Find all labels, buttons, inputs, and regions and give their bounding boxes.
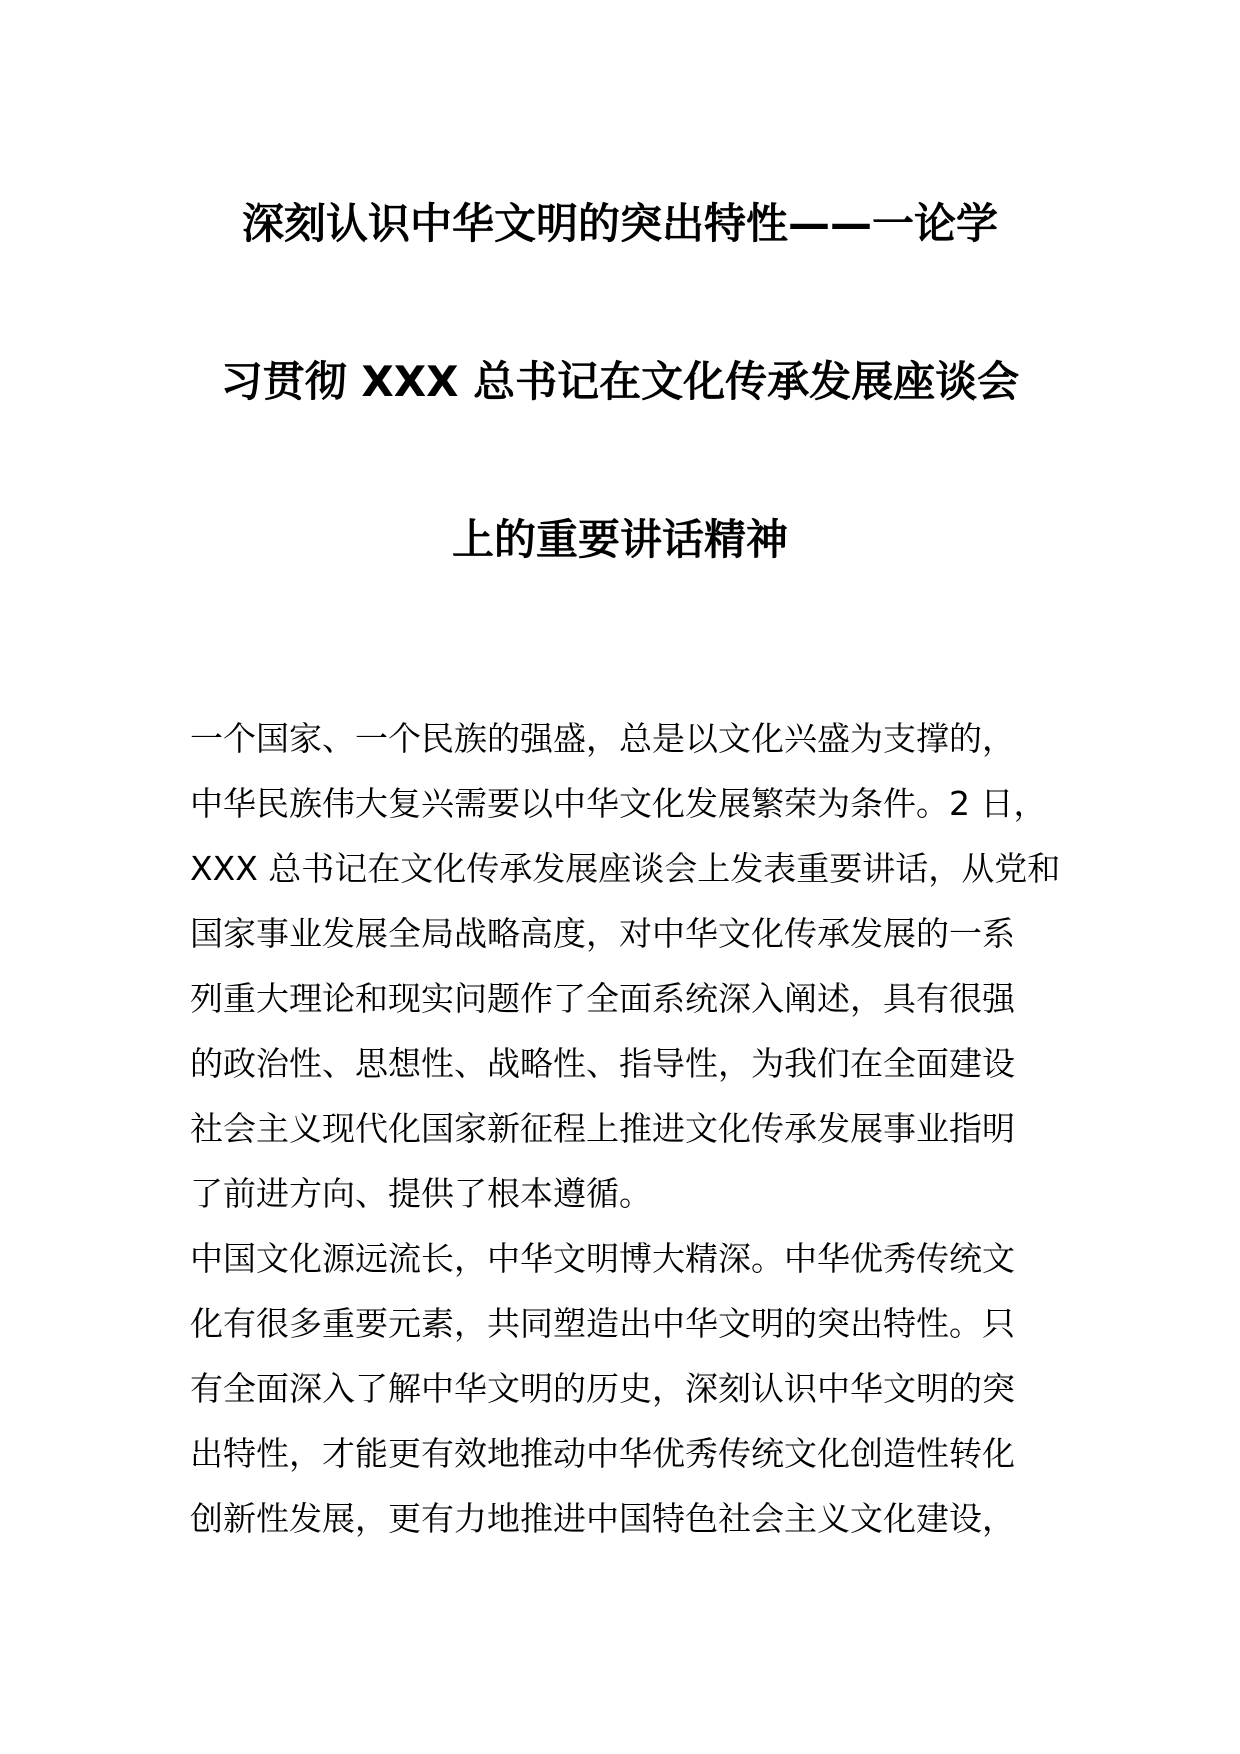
body-line: 一个国家、一个民族的强盛，总是以文化兴盛为支撑的， [190,719,1015,758]
body-line: 出特性，才能更有效地推动中华优秀传统文化创造性转化 [190,1434,1015,1473]
body-line: 中华民族伟大复兴需要以中华文化发展繁荣为条件。2 日， [190,784,1047,823]
title-line-1: 深刻认识中华文明的突出特性——一论学 [241,199,998,248]
document-body [190,706,1070,1551]
body-line: 列重大理论和现实问题作了全面系统深入阐述，具有很强 [190,979,1015,1018]
title-line-2: 习贯彻 XXX 总书记在文化传承发展座谈会 [220,357,1020,406]
body-line: 化有很多重要元素，共同塑造出中华文明的突出特性。只 [190,1304,1015,1343]
body-line: 了前进方向、提供了根本遵循。 [190,1174,652,1213]
document-title [190,200,1050,564]
body-line: 的政治性、思想性、战略性、指导性，为我们在全面建设 [190,1044,1015,1083]
title-line-3: 上的重要讲话精神 [451,515,788,564]
body-line: XXX 总书记在文化传承发展座谈会上发表重要讲话，从党和 [190,849,1061,888]
body-line: 有全面深入了解中华文明的历史，深刻认识中华文明的突 [190,1369,1015,1408]
body-line: 社会主义现代化国家新征程上推进文化传承发展事业指明 [190,1109,1015,1148]
body-line: 国家事业发展全局战略高度，对中华文化传承发展的一系 [190,914,1015,953]
body-line: 中国文化源远流长，中华文明博大精深。中华优秀传统文 [190,1239,1015,1278]
body-line: 创新性发展，更有力地推进中国特色社会主义文化建设， [190,1499,1015,1538]
